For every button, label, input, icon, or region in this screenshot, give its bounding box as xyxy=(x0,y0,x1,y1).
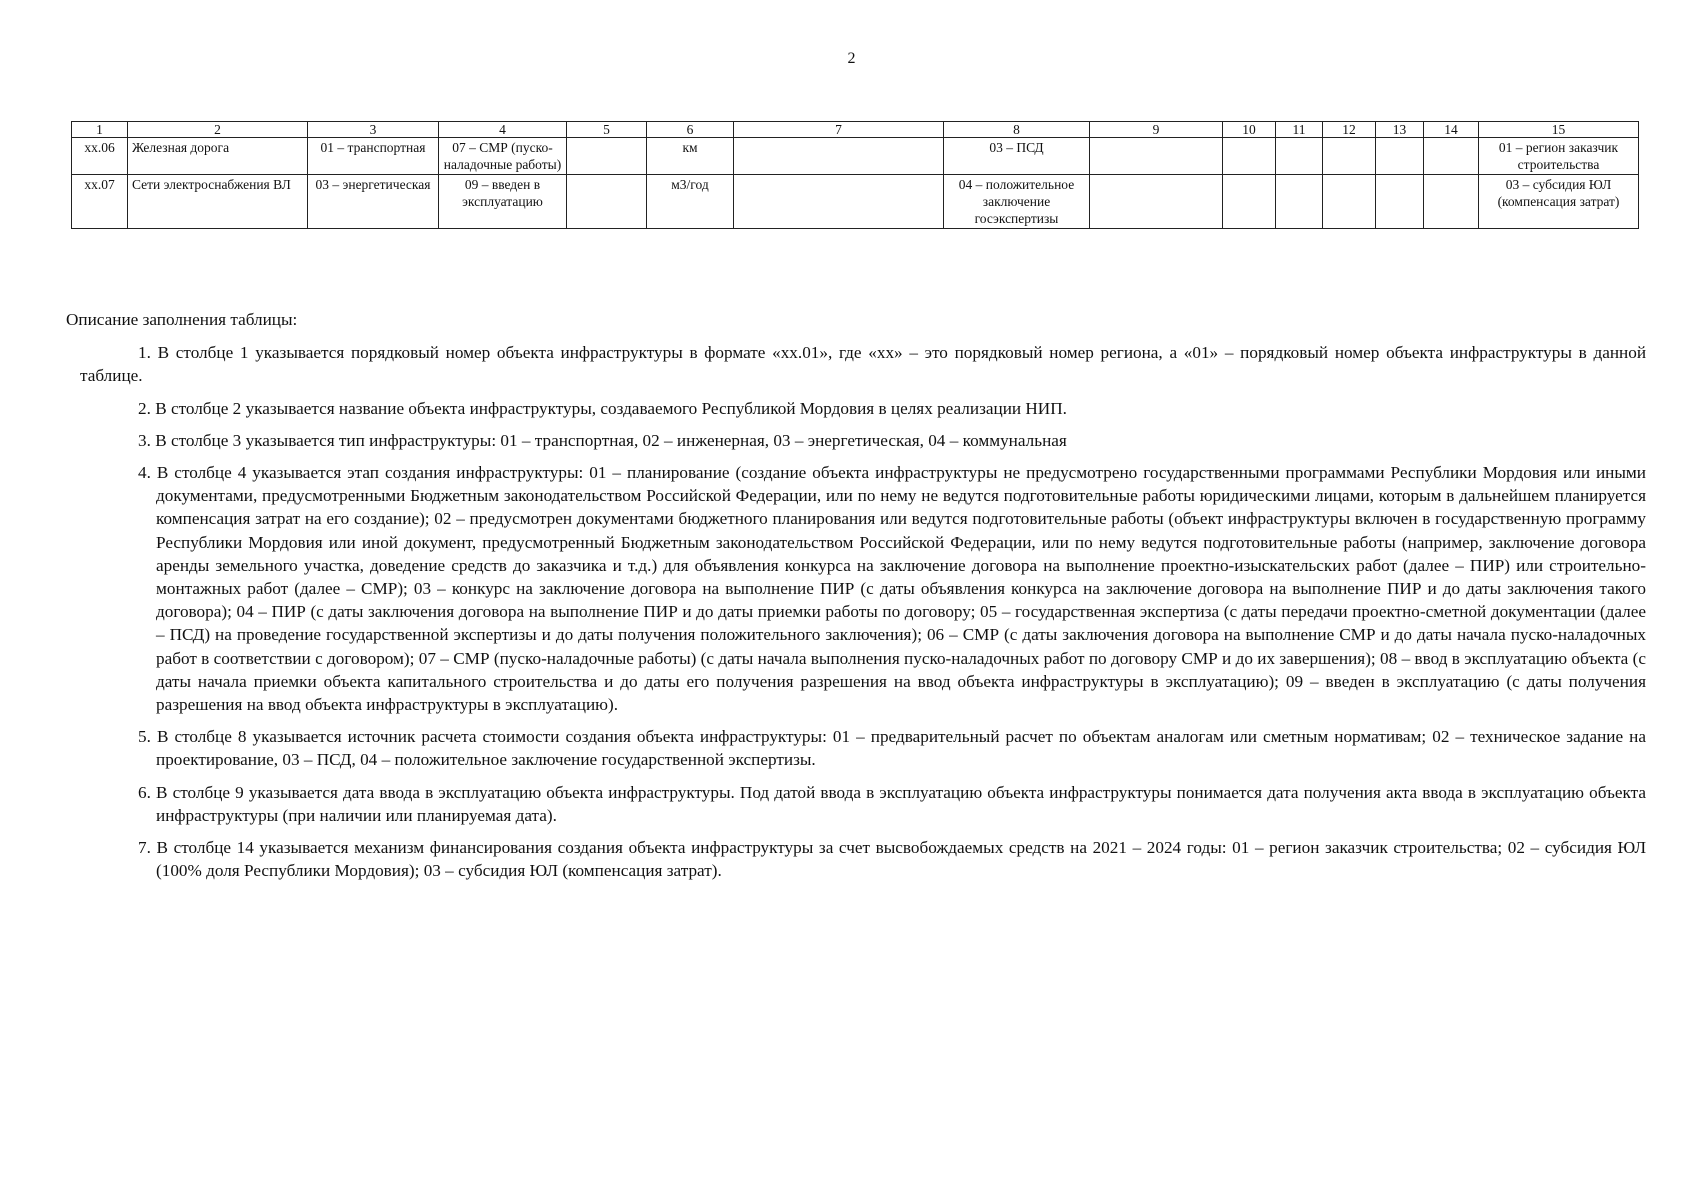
item-number: 7. xyxy=(138,838,151,858)
item-text: В столбце 3 указывается тип инфраструктуры: 01 – транспортная, 02 – инженерная, 03 – энергетическая, 04 – коммунальная xyxy=(155,430,1067,450)
page-number: 2 xyxy=(847,50,856,67)
item-number: 5. xyxy=(138,727,151,747)
table-cell xyxy=(1323,138,1376,175)
table-cell xyxy=(734,138,944,175)
description-title: Описание заполнения таблицы: xyxy=(66,310,298,329)
column-header: 9 xyxy=(1090,122,1223,138)
table-cell xyxy=(1376,138,1424,175)
item-text: В столбце 4 указывается этап создания инфраструктуры: 01 – планирование (создание объекта инфраструктуры не предусмотрено государственными программами Республики Мордовия или иными документами, предусмотренными Бюджетным законодательством Российской Федерации, или по нему не ведутся подготовительные работы юридическими лицами, которым в дальнейшем планируется компенсация затрат на его создание); 02 – предусмотрен документами бюджетного планирования или ведутся подготовительные работы (объект инфраструктуры включен в государственную программу Республики Мордовия или иной документ, предусмотренный Бюджетным законодательством Российской Федерации, или по нему ведутся подготовительные работы (например, заключение договора аренды земельного участка, доведение средств до заказчика и т.д.) для объявления конкурса на заключение договора на выполнение проектно-изыскательских работ (далее – ПИР) или строительно-монтажных работ (далее – СМР); 03 – конкурс на заключение договора на выполнение ПИР (с даты объявления конкурса на заключение договора на выполнение ПИР и до даты заключения такого договора); 04 – ПИР (с даты заключения договора на выполнение ПИР и до даты приемки работы по договору; 05 – государственная экспертиза (с даты передачи проектно-сметной документации (далее – ПСД) на проведение государственной экспертизы и до даты получения положительного заключения); 06 – СМР (с даты заключения договора на выполнение СМР и до даты начала пуско-наладочных работ в соответствии с договором); 07 – СМР (пуско-наладочные работы) (с даты начала выполнения пуско-наладочных работ по договору СМР и до их завершения); 08 – ввод в эксплуатацию объекта (с даты начала приемки объекта капитального строительства и до даты его получения разрешения на ввод объекта инфраструктуры в эксплуатацию); 09 – введен в эксплуатацию (с даты получения разрешения на ввод объекта инфраструктуры в эксплуатацию). xyxy=(156,463,1647,715)
table-cell: Сети электроснабжения ВЛ xyxy=(128,175,308,229)
description-item xyxy=(66,836,1646,882)
table-cell xyxy=(1424,138,1479,175)
table-cell: 09 – введен в эксплуатацию xyxy=(439,175,567,229)
table-description xyxy=(66,308,1646,891)
table-header-row xyxy=(72,122,1639,138)
item-text: В столбце 2 указывается название объекта инфраструктуры, создаваемого Республикой Мордовия в целях реализации НИП. xyxy=(155,398,1067,418)
table-cell: км xyxy=(647,138,734,175)
table-cell: 07 – СМР (пуско-наладочные работы) xyxy=(439,138,567,175)
table-cell: 01 – транспортная xyxy=(308,138,439,175)
item-text: В столбце 14 указывается механизм финансирования создания объекта инфраструктуры за счет высвобождаемых средств на 2021 – 2024 годы: 01 – регион заказчик строительства; 02 – субсидия ЮЛ (100% доля Республики Мордовия); 03 – субсидия ЮЛ (компенсация затрат). xyxy=(156,838,1647,881)
table-cell xyxy=(1376,175,1424,229)
table-cell xyxy=(734,175,944,229)
column-header: 4 xyxy=(439,122,567,138)
column-header: 15 xyxy=(1479,122,1639,138)
table-cell: м3/год xyxy=(647,175,734,229)
table-cell: xx.07 xyxy=(72,175,128,229)
column-header: 3 xyxy=(308,122,439,138)
table-row xyxy=(72,175,1639,229)
table-cell xyxy=(1323,175,1376,229)
description-item xyxy=(66,341,1646,387)
column-header: 1 xyxy=(72,122,128,138)
table-cell: xx.06 xyxy=(72,138,128,175)
description-item xyxy=(66,461,1646,716)
table-cell: 03 – субсидия ЮЛ (компенсация затрат) xyxy=(1479,175,1639,229)
column-header: 13 xyxy=(1376,122,1424,138)
description-item xyxy=(66,397,1646,420)
description-item xyxy=(66,429,1646,452)
infrastructure-table xyxy=(71,121,1639,229)
item-number: 1. xyxy=(138,343,151,363)
table-cell xyxy=(1424,175,1479,229)
table-cell: Железная дорога xyxy=(128,138,308,175)
column-header: 10 xyxy=(1223,122,1276,138)
item-number: 3. xyxy=(138,430,151,450)
item-text: В столбце 1 указывается порядковый номер объекта инфраструктуры в формате «xx.01», где «xx» – это порядковый номер региона, а «01» – порядковый номер объекта инфраструктуры в данной таблице. xyxy=(80,343,1647,386)
table-cell xyxy=(1090,175,1223,229)
item-number: 6. xyxy=(138,782,151,802)
table-cell xyxy=(567,138,647,175)
column-header: 11 xyxy=(1276,122,1323,138)
table-cell xyxy=(1223,138,1276,175)
column-header: 8 xyxy=(944,122,1090,138)
table-cell xyxy=(1276,175,1323,229)
column-header: 12 xyxy=(1323,122,1376,138)
table-cell xyxy=(1223,175,1276,229)
table-cell: 04 – положительное заключение госэкспертизы xyxy=(944,175,1090,229)
item-number: 4. xyxy=(138,463,151,483)
table-cell xyxy=(1090,138,1223,175)
table-cell: 01 – регион заказчик строительства xyxy=(1479,138,1639,175)
table-row xyxy=(72,138,1639,175)
item-number: 2. xyxy=(138,398,151,418)
column-header: 7 xyxy=(734,122,944,138)
table-cell: 03 – ПСД xyxy=(944,138,1090,175)
column-header: 5 xyxy=(567,122,647,138)
column-header: 2 xyxy=(128,122,308,138)
table-cell xyxy=(567,175,647,229)
table-cell: 03 – энергетическая xyxy=(308,175,439,229)
column-header: 14 xyxy=(1424,122,1479,138)
table-cell xyxy=(1276,138,1323,175)
column-header: 6 xyxy=(647,122,734,138)
description-item xyxy=(66,725,1646,771)
item-text: В столбце 8 указывается источник расчета стоимости создания объекта инфраструктуры: 01 – предварительный расчет по объектам аналогам или сметным нормативам; 02 – техническое задание на проектирование, 03 – ПСД, 04 – положительное заключение государственной экспертизы. xyxy=(156,727,1646,770)
item-text: В столбце 9 указывается дата ввода в эксплуатацию объекта инфраструктуры. Под датой ввода в эксплуатацию объекта инфраструктуры понимается дата получения акта ввода в эксплуатацию объекта инфраструктуры (при наличии или планируемая дата). xyxy=(156,782,1647,825)
description-item xyxy=(66,781,1646,827)
